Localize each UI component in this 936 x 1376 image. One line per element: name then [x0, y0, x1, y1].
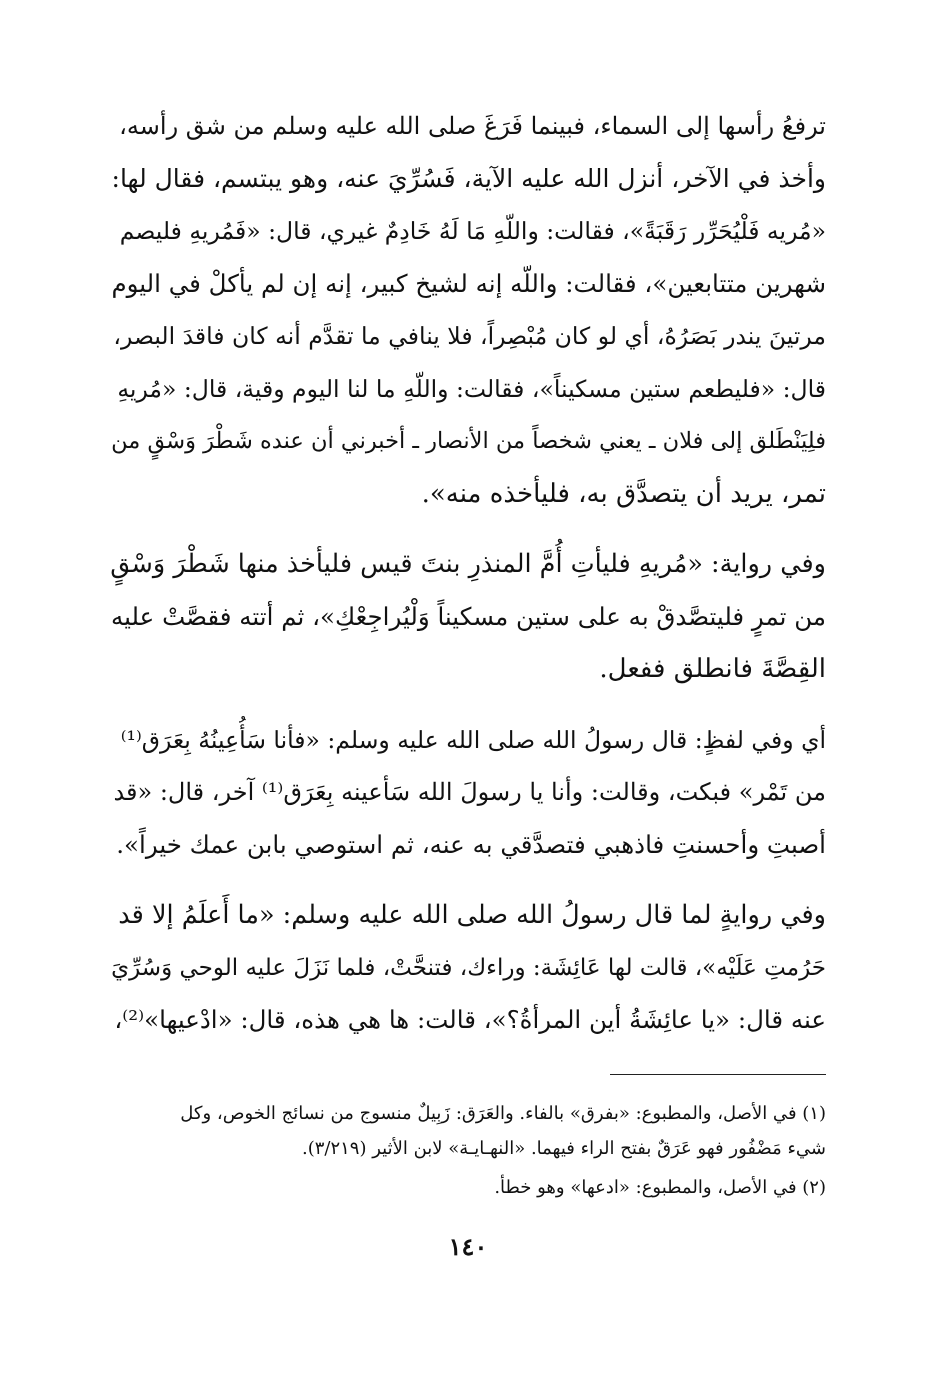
paragraph-3	[110, 714, 826, 872]
footnote-line: (١) في الأصل، والمطبوع: «بفرق» بالفاء. والعَرَق: زَبِيلٌ منسوج من نسائج الخوص، وكل	[180, 1103, 826, 1124]
footnote-2	[110, 1170, 826, 1205]
text-line: عنه قال: «يا عائِشَةُ أين المرأةُ؟»، قالت: ها هي هذه، قال: «ادْعيها»⁽²⁾،	[114, 1005, 826, 1034]
paragraph-2	[110, 538, 826, 696]
text-line: من تَمْر» فبكت، وقالت: وأنا يا رسولَ الله سَأعينه بِعَرَق⁽¹⁾ آخر، قال: «قد	[113, 778, 826, 806]
text-line: فلِيَنْطَلق إلى فلان ـ يعني شخصاً من الأنصار ـ أخبرني أن عنده شَطْرَ وَسْقٍ من	[111, 428, 826, 454]
text-line: تمر، يريد أن يتصدَّق به، فليأخذه منه».	[421, 478, 826, 509]
text-line: القِصَّةَ فانطلق ففعل.	[599, 654, 826, 684]
text-line: حَرُمتِ عَلَيْه»، قالت لها عَائِشَة: وراءك، فتنحَّتْ، فلما نَزَلَ عليه الوحي وَسُرِّيَ	[111, 954, 826, 981]
text-line: وأخذ في الآخر، أنزل الله عليه الآية، فَسُرِّيَ عنه، وهو يبتسم، فقال لها:	[111, 163, 826, 193]
text-line: وفي رواية: «مُريهِ فليأتِ أُمَّ المنذرِ بنتَ قيس فليأخذ منها شَطْرَ وَسْقٍ	[110, 549, 826, 579]
footnote-line: (٢) في الأصل، والمطبوع: «ادعها» وهو خطأ.	[494, 1177, 826, 1198]
text-line: شهرين متتابعين»، فقالت: واللّه إنه لشيخ كبير، إنه إن لم يأكلْ في اليوم	[111, 268, 826, 298]
text-line: أي وفي لفظٍ: قال رسولُ الله صلى الله عليه وسلم: «فأنا سَأُعِينُهُ بِعَرَق⁽¹⁾	[120, 725, 826, 754]
paragraph-1	[110, 100, 826, 520]
paragraph-4	[110, 889, 826, 1047]
text-line: ترفعُ رأسها إلى السماء، فبينما فَرَغَ صلى الله عليه وسلم من شق رأسه،	[119, 112, 826, 140]
text-line: مرتينَ يندر بَصَرُهُ، أي لو كان مُبْصِراً، فلا ينافي ما تقدَّم أنه كان فاقدَ البصر،	[113, 322, 826, 350]
text-line: «مُريه فَلْيُحَرِّر رَقَبَةً»، فقالت: واللّهِ مَا لَهُ خَادِمٌ غيري، قال: «فَمُريهِ فليصم	[119, 217, 826, 245]
footnote-1	[110, 1096, 826, 1166]
footnote-separator	[610, 1074, 826, 1075]
footnotes	[110, 1096, 826, 1205]
page-number: ١٤٠	[448, 1232, 488, 1261]
text-line: أصبتِ وأحسنتِ فاذهبي فتصدَّقي به عنه، ثم استوصي بابن عمك خيراً».	[116, 829, 826, 859]
text-line: قال: «فليطعم ستين مسكيناً»، فقالت: واللّهِ ما لنا اليوم وقية، قال: «مُريهِ	[117, 374, 826, 403]
text-line: من تمرٍ فليتصَّدقْ به على ستين مسكيناً وَلْيُراجِعْكِ»، ثم أتته فقصَّتْ عليه	[111, 601, 826, 631]
text-line: وفي روايةٍ لما قال رسولُ الله صلى الله عليه وسلم: «ما أَعلَمُ إلا قد	[118, 900, 826, 930]
footnote-line: شيء مَضْفُور فهو عَرَقٌ بفتح الراء فيهما. «النهـايـة» لابن الأثير (٣/٢١٩).	[301, 1138, 826, 1159]
